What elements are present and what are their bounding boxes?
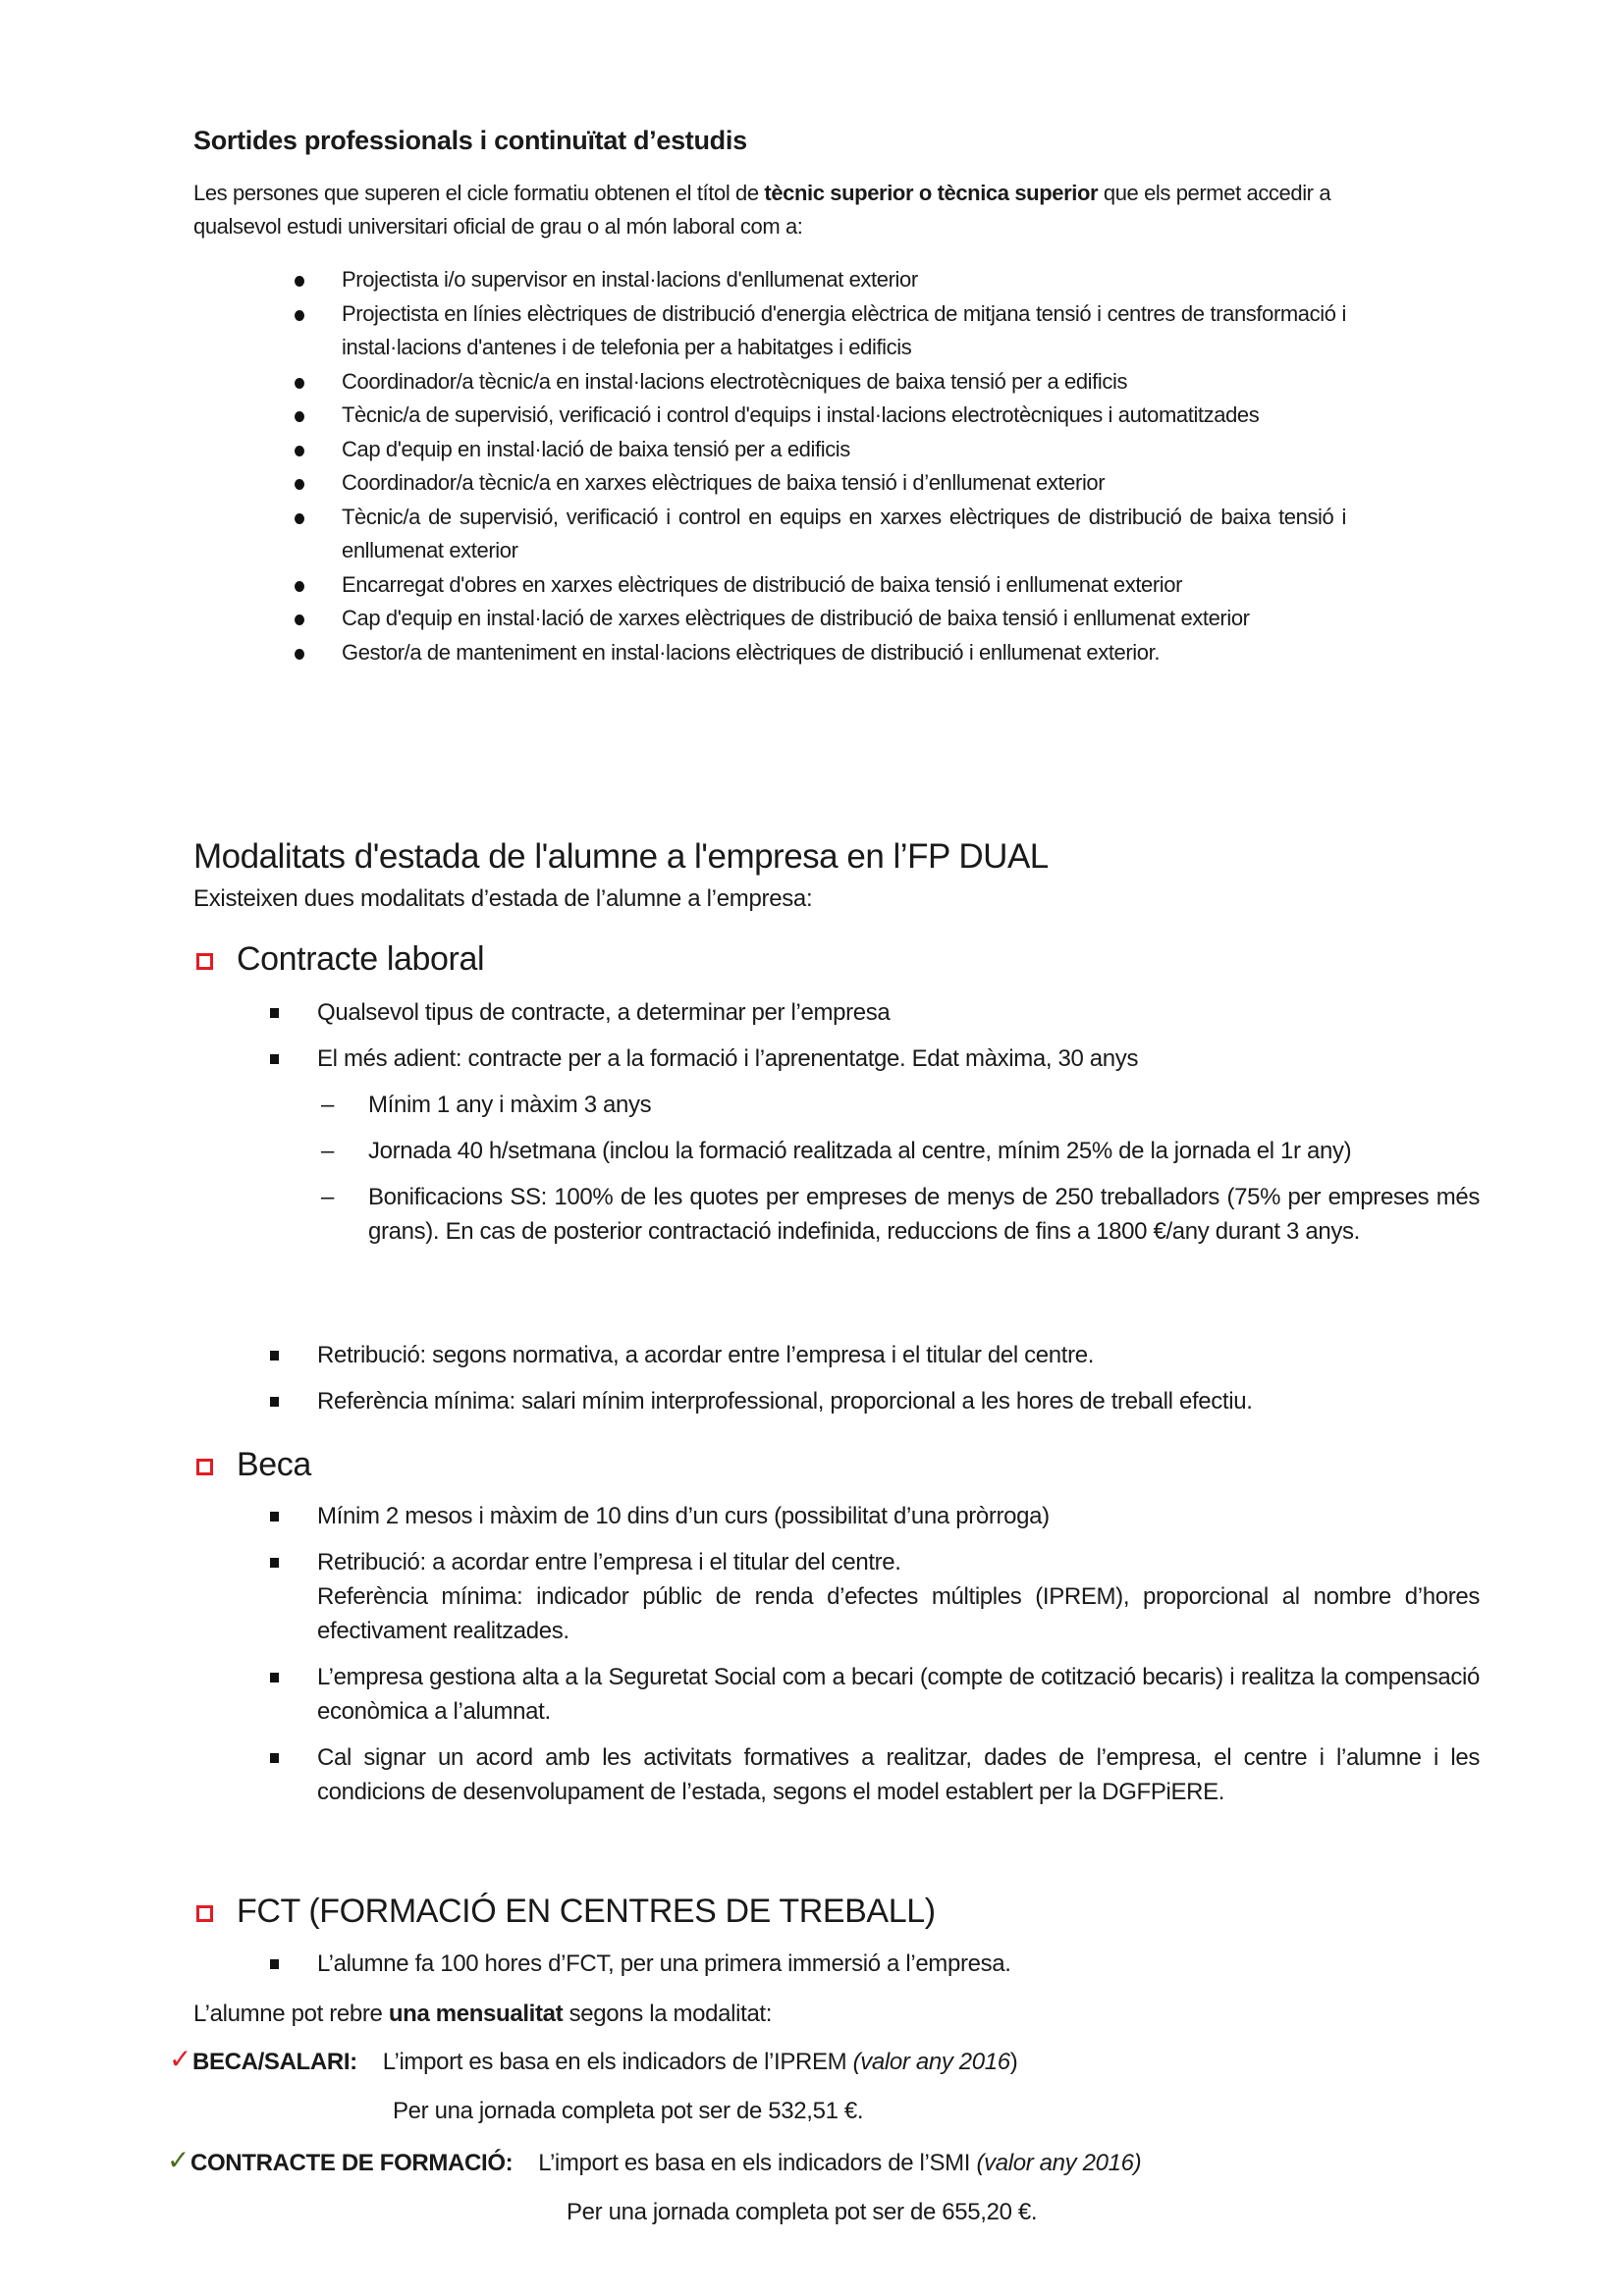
square-checkbox-icon bbox=[196, 1459, 213, 1475]
contracte-formacio-text: L’import es basa en els indicadors de l’SMI bbox=[538, 2150, 977, 2176]
square-checkbox-icon bbox=[196, 1905, 213, 1922]
contracte-formacio-label: CONTRACTE DE FORMACIÓ: bbox=[190, 2150, 514, 2176]
square-bullet-icon bbox=[270, 1351, 279, 1361]
checkmark-icon: ✓ bbox=[169, 2044, 192, 2074]
intro-paragraph bbox=[193, 177, 1352, 243]
option-heading-text: Beca bbox=[237, 1446, 311, 1483]
career-text: Encarregat d'obres en xarxes elèctriques de distribució de baixa tensió i enllumenat exterior bbox=[342, 571, 1183, 597]
dash-bullet-icon: – bbox=[321, 1138, 334, 1164]
bullet-icon bbox=[295, 581, 304, 592]
mensualitat-bold: una mensualitat bbox=[388, 2001, 564, 2027]
bullet-icon bbox=[295, 479, 304, 490]
contracte-formacio-italic: (valor any 2016) bbox=[976, 2150, 1142, 2176]
checkmark-icon: ✓ bbox=[167, 2145, 190, 2175]
option-heading-text: FCT (FORMACIÓ EN CENTRES DE TREBALL) bbox=[237, 1893, 936, 1930]
career-text: Cap d'equip en instal·lació de baixa tensió per a edificis bbox=[342, 436, 850, 461]
square-bullet-icon bbox=[270, 1054, 279, 1064]
intro-text-before: Les persones que superen el cicle formatiu obtenen el títol de bbox=[193, 181, 765, 205]
item-text: L’empresa gestiona alta a la Seguretat Social com a becari (compte de cotització becaris) i realitza la compensació econòmica a l’alumnat. bbox=[317, 1664, 1480, 1725]
bullet-icon bbox=[295, 276, 304, 287]
beca-salari-text: L’import es basa en els indicadors de l’IPREM bbox=[382, 2049, 853, 2075]
list-item bbox=[291, 501, 1346, 568]
career-text: Cap d'equip en instal·lació de xarxes elèctriques de distribució de baixa tensió i enllumenat exterior bbox=[342, 606, 1250, 630]
bullet-icon bbox=[295, 411, 304, 422]
list-item bbox=[270, 1338, 1480, 1372]
square-bullet-icon bbox=[270, 1558, 279, 1568]
contracte-sublist bbox=[313, 1088, 1480, 1249]
bullet-icon bbox=[295, 446, 304, 456]
list-item bbox=[291, 297, 1346, 365]
square-bullet-icon bbox=[270, 1959, 279, 1969]
mensualitat-text-after: segons la modalitat: bbox=[563, 2001, 773, 2027]
item-continuation-text: Referència mínima: indicador públic de renda d’efectes múltiples (IPREM), proporcional al nombre d’hores efectivament realitzades. bbox=[317, 1583, 1480, 1644]
section-title-modalitats: Modalitats d'estada de l'alumne a l'empresa en l’FP DUAL bbox=[193, 837, 1049, 876]
intro-bold-title: tècnic superior o tècnica superior bbox=[764, 181, 1099, 205]
mensualitat-line bbox=[193, 2001, 772, 2028]
list-item bbox=[291, 433, 1346, 467]
intro-text-after: que els permet accedir a qualsevol estudi universitari oficial de grau o al món laboral com a: bbox=[193, 181, 1331, 239]
list-item bbox=[270, 1499, 1480, 1533]
square-checkbox-icon bbox=[196, 953, 213, 970]
beca-salari-label: BECA/SALARI: bbox=[192, 2049, 357, 2075]
bullet-icon bbox=[295, 513, 304, 524]
option-heading-text: Contracte laboral bbox=[237, 940, 485, 978]
career-text: Coordinador/a tècnic/a en instal·lacions electrotècniques de baixa tensió per a edificis bbox=[342, 368, 1128, 394]
square-bullet-icon bbox=[270, 1397, 279, 1407]
list-item bbox=[270, 1041, 1480, 1249]
dash-bullet-icon: – bbox=[321, 1092, 334, 1118]
career-text: Coordinador/a tècnic/a en xarxes elèctriques de baixa tensió i d’enllumenat exterior bbox=[342, 470, 1106, 495]
item-text: Qualsevol tipus de contracte, a determinar per l’empresa bbox=[317, 999, 891, 1026]
beca-salari-line bbox=[192, 2049, 1017, 2076]
contracte-formacio-line bbox=[190, 2150, 1141, 2177]
beca-salari-amount: Per una jornada completa pot ser de 532,51 €. bbox=[393, 2098, 864, 2124]
sublist-item bbox=[313, 1180, 1480, 1249]
square-bullet-icon bbox=[270, 1753, 279, 1763]
career-text: Tècnic/a de supervisió, verificació i control d'equips i instal·lacions electrotècniques i automatitzades bbox=[342, 402, 1260, 427]
sublist-item bbox=[313, 1088, 1480, 1122]
option-heading-beca bbox=[196, 1446, 311, 1484]
sublist-item bbox=[313, 1134, 1480, 1168]
dash-bullet-icon: – bbox=[321, 1184, 334, 1210]
career-text: Projectista en línies elèctriques de distribució d'energia elèctrica de mitjana tensió i centres de transformació i instal·lacions d'antenes i de telefonia per a habitatges i edificis bbox=[342, 300, 1346, 359]
list-item bbox=[291, 399, 1346, 433]
list-item bbox=[270, 995, 1480, 1030]
section-subtitle: Existeixen dues modalitats d’estada de l’alumne a l’empresa: bbox=[193, 885, 813, 912]
item-text: L’alumne fa 100 hores d’FCT, per una primera immersió a l’empresa. bbox=[317, 1950, 1011, 1977]
item-text: El més adient: contracte per a la formació i l’aprenentatge. Edat màxima, 30 anys bbox=[317, 1045, 1139, 1072]
list-item bbox=[291, 466, 1346, 501]
list-item bbox=[270, 1740, 1480, 1809]
list-item bbox=[291, 636, 1346, 670]
item-text: Referència mínima: salari mínim interprofessional, proporcional a les hores de treball efectiu. bbox=[317, 1388, 1253, 1415]
subitem-text: Bonificacions SS: 100% de les quotes per empreses de menys de 250 treballadors (75% per empreses més grans). En cas de posterior contractació indefinida, reduccions de fins a 1800 €/any durant 3 anys. bbox=[368, 1184, 1480, 1245]
career-text: Tècnic/a de supervisió, verificació i control en equips en xarxes elèctriques de distribució de baixa tensió i enllumenat exterior bbox=[342, 504, 1346, 562]
square-bullet-icon bbox=[270, 1008, 279, 1018]
option-heading-fct bbox=[196, 1893, 936, 1931]
square-bullet-icon bbox=[270, 1673, 279, 1682]
square-bullet-icon bbox=[270, 1512, 279, 1522]
item-text: Mínim 2 mesos i màxim de 10 dins d’un curs (possibilitat d’una pròrroga) bbox=[317, 1503, 1050, 1529]
list-item bbox=[291, 263, 1346, 297]
section-title-sortides: Sortides professionals i continuïtat d’estudis bbox=[193, 126, 747, 155]
contracte-formacio-amount: Per una jornada completa pot ser de 655,20 €. bbox=[567, 2199, 1038, 2225]
list-item bbox=[270, 1947, 1480, 1981]
item-text: Retribució: a acordar entre l’empresa i el titular del centre. bbox=[317, 1549, 901, 1575]
bullet-icon bbox=[295, 310, 304, 321]
list-item bbox=[270, 1384, 1480, 1418]
beca-list bbox=[270, 1499, 1480, 1809]
contracte-list bbox=[270, 995, 1480, 1260]
list-item bbox=[291, 602, 1346, 636]
list-item bbox=[291, 568, 1346, 603]
subitem-text: Mínim 1 any i màxim 3 anys bbox=[368, 1092, 652, 1118]
beca-salari-close: ) bbox=[1009, 2049, 1018, 2075]
option-heading-contracte bbox=[196, 940, 484, 979]
careers-list bbox=[291, 263, 1346, 669]
subitem-text: Jornada 40 h/setmana (inclou la formació realitzada al centre, mínim 25% de la jornada el 1r any) bbox=[368, 1138, 1352, 1164]
item-text: Retribució: segons normativa, a acordar entre l’empresa i el titular del centre. bbox=[317, 1342, 1095, 1368]
bullet-icon bbox=[295, 614, 304, 625]
career-text: Projectista i/o supervisor en instal·lacions d'enllumenat exterior bbox=[342, 267, 918, 292]
fct-list bbox=[270, 1947, 1480, 1981]
mensualitat-text-before: L’alumne pot rebre bbox=[193, 2001, 389, 2027]
list-item bbox=[270, 1545, 1480, 1648]
beca-salari-italic: (valor any 2016 bbox=[852, 2049, 1010, 2075]
bullet-icon bbox=[295, 649, 304, 660]
bullet-icon bbox=[295, 378, 304, 389]
list-item bbox=[291, 365, 1346, 400]
item-text: Cal signar un acord amb les activitats formatives a realitzar, dades de l’empresa, el centre i l’alumne i les condicions de desenvolupament de l’estada, segons el model establert per la DGFPiERE. bbox=[317, 1744, 1480, 1805]
contracte-list-after bbox=[270, 1338, 1480, 1418]
career-text: Gestor/a de manteniment en instal·lacions elèctriques de distribució i enllumenat exterior. bbox=[342, 639, 1161, 665]
list-item bbox=[270, 1660, 1480, 1729]
